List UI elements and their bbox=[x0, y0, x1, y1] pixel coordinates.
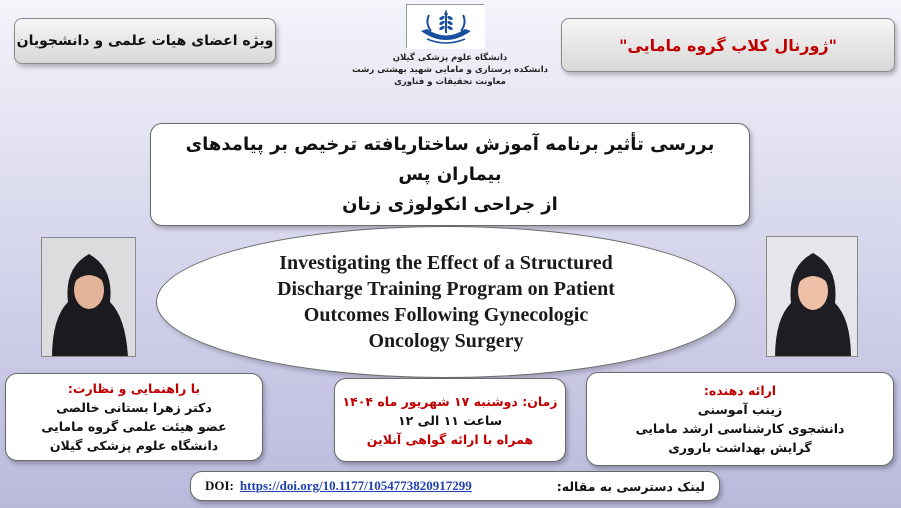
doi-link[interactable]: https://doi.org/10.1177/1054773820917299 bbox=[239, 478, 472, 493]
persian-title-line: از جراحی انکولوژی زنان bbox=[342, 193, 558, 215]
supervisor-photo bbox=[41, 237, 136, 357]
presenter-name: زینب آموسنی bbox=[697, 402, 783, 417]
university-logo-icon bbox=[407, 5, 485, 49]
institution-line: معاونت تحقیقات و فناوری bbox=[394, 77, 506, 87]
institution-line: دانشگاه علوم پزشکی گیلان bbox=[392, 53, 508, 63]
doi-group bbox=[205, 478, 472, 494]
access-label: لینک دسترسی به مقاله: bbox=[556, 478, 705, 494]
audience-badge-text: ویژه اعضای هیات علمی و دانشجویان bbox=[16, 33, 274, 49]
english-title-line: Investigating the Effect of a Structured bbox=[279, 252, 613, 274]
schedule-time: ساعت ۱۱ الی ۱۲ bbox=[398, 412, 502, 428]
presenter-photo bbox=[766, 236, 858, 357]
doi-bar bbox=[190, 471, 720, 501]
presenter-portrait-icon bbox=[767, 237, 858, 357]
english-title-ellipse bbox=[156, 226, 736, 378]
presenter-degree: دانشجوی کارشناسی ارشد مامایی bbox=[635, 421, 845, 436]
journal-club-badge-text: "ژورنال کلاب گروه مامایی" bbox=[619, 35, 837, 55]
supervisor-affiliation: دانشگاه علوم پزشکی گیلان bbox=[49, 438, 219, 453]
presenter-field: گرایش بهداشت باروری bbox=[668, 440, 812, 455]
university-logo bbox=[406, 4, 484, 48]
schedule-card bbox=[334, 378, 566, 462]
english-title-line: Outcomes Following Gynecologic bbox=[303, 304, 589, 326]
institution-lines bbox=[330, 52, 570, 88]
audience-badge bbox=[14, 18, 276, 64]
journal-club-badge bbox=[561, 18, 895, 72]
doi-label: DOI: bbox=[205, 478, 234, 493]
persian-title-line: بررسی تأثیر برنامه آموزش ساختاریافته ترخیص بر پیامدهای بیماران پس bbox=[185, 133, 715, 185]
supervisor-portrait-icon bbox=[42, 238, 136, 357]
supervisor-heading: با راهنمایی و نظارت: bbox=[67, 381, 201, 396]
supervisor-role: عضو هیئت علمی گروه مامایی bbox=[41, 419, 227, 434]
supervisor-card bbox=[5, 373, 263, 461]
institution-line: دانشکده پرستاری و مامایی شهید بهشتی رشت bbox=[351, 65, 549, 75]
english-title bbox=[236, 250, 656, 354]
schedule-date: زمان: دوشنبه ۱۷ شهریور ماه ۱۴۰۴ bbox=[342, 393, 558, 409]
english-title-line: Discharge Training Program on Patient bbox=[277, 278, 615, 300]
presenter-heading: ارائه دهنده: bbox=[703, 383, 777, 398]
persian-title-box bbox=[150, 123, 750, 226]
schedule-note: همراه با ارائه گواهی آنلاین bbox=[366, 431, 534, 447]
english-title-line: Oncology Surgery bbox=[368, 330, 524, 352]
supervisor-name: دکتر زهرا بستانی خالصی bbox=[56, 400, 212, 415]
presenter-card bbox=[586, 372, 894, 466]
